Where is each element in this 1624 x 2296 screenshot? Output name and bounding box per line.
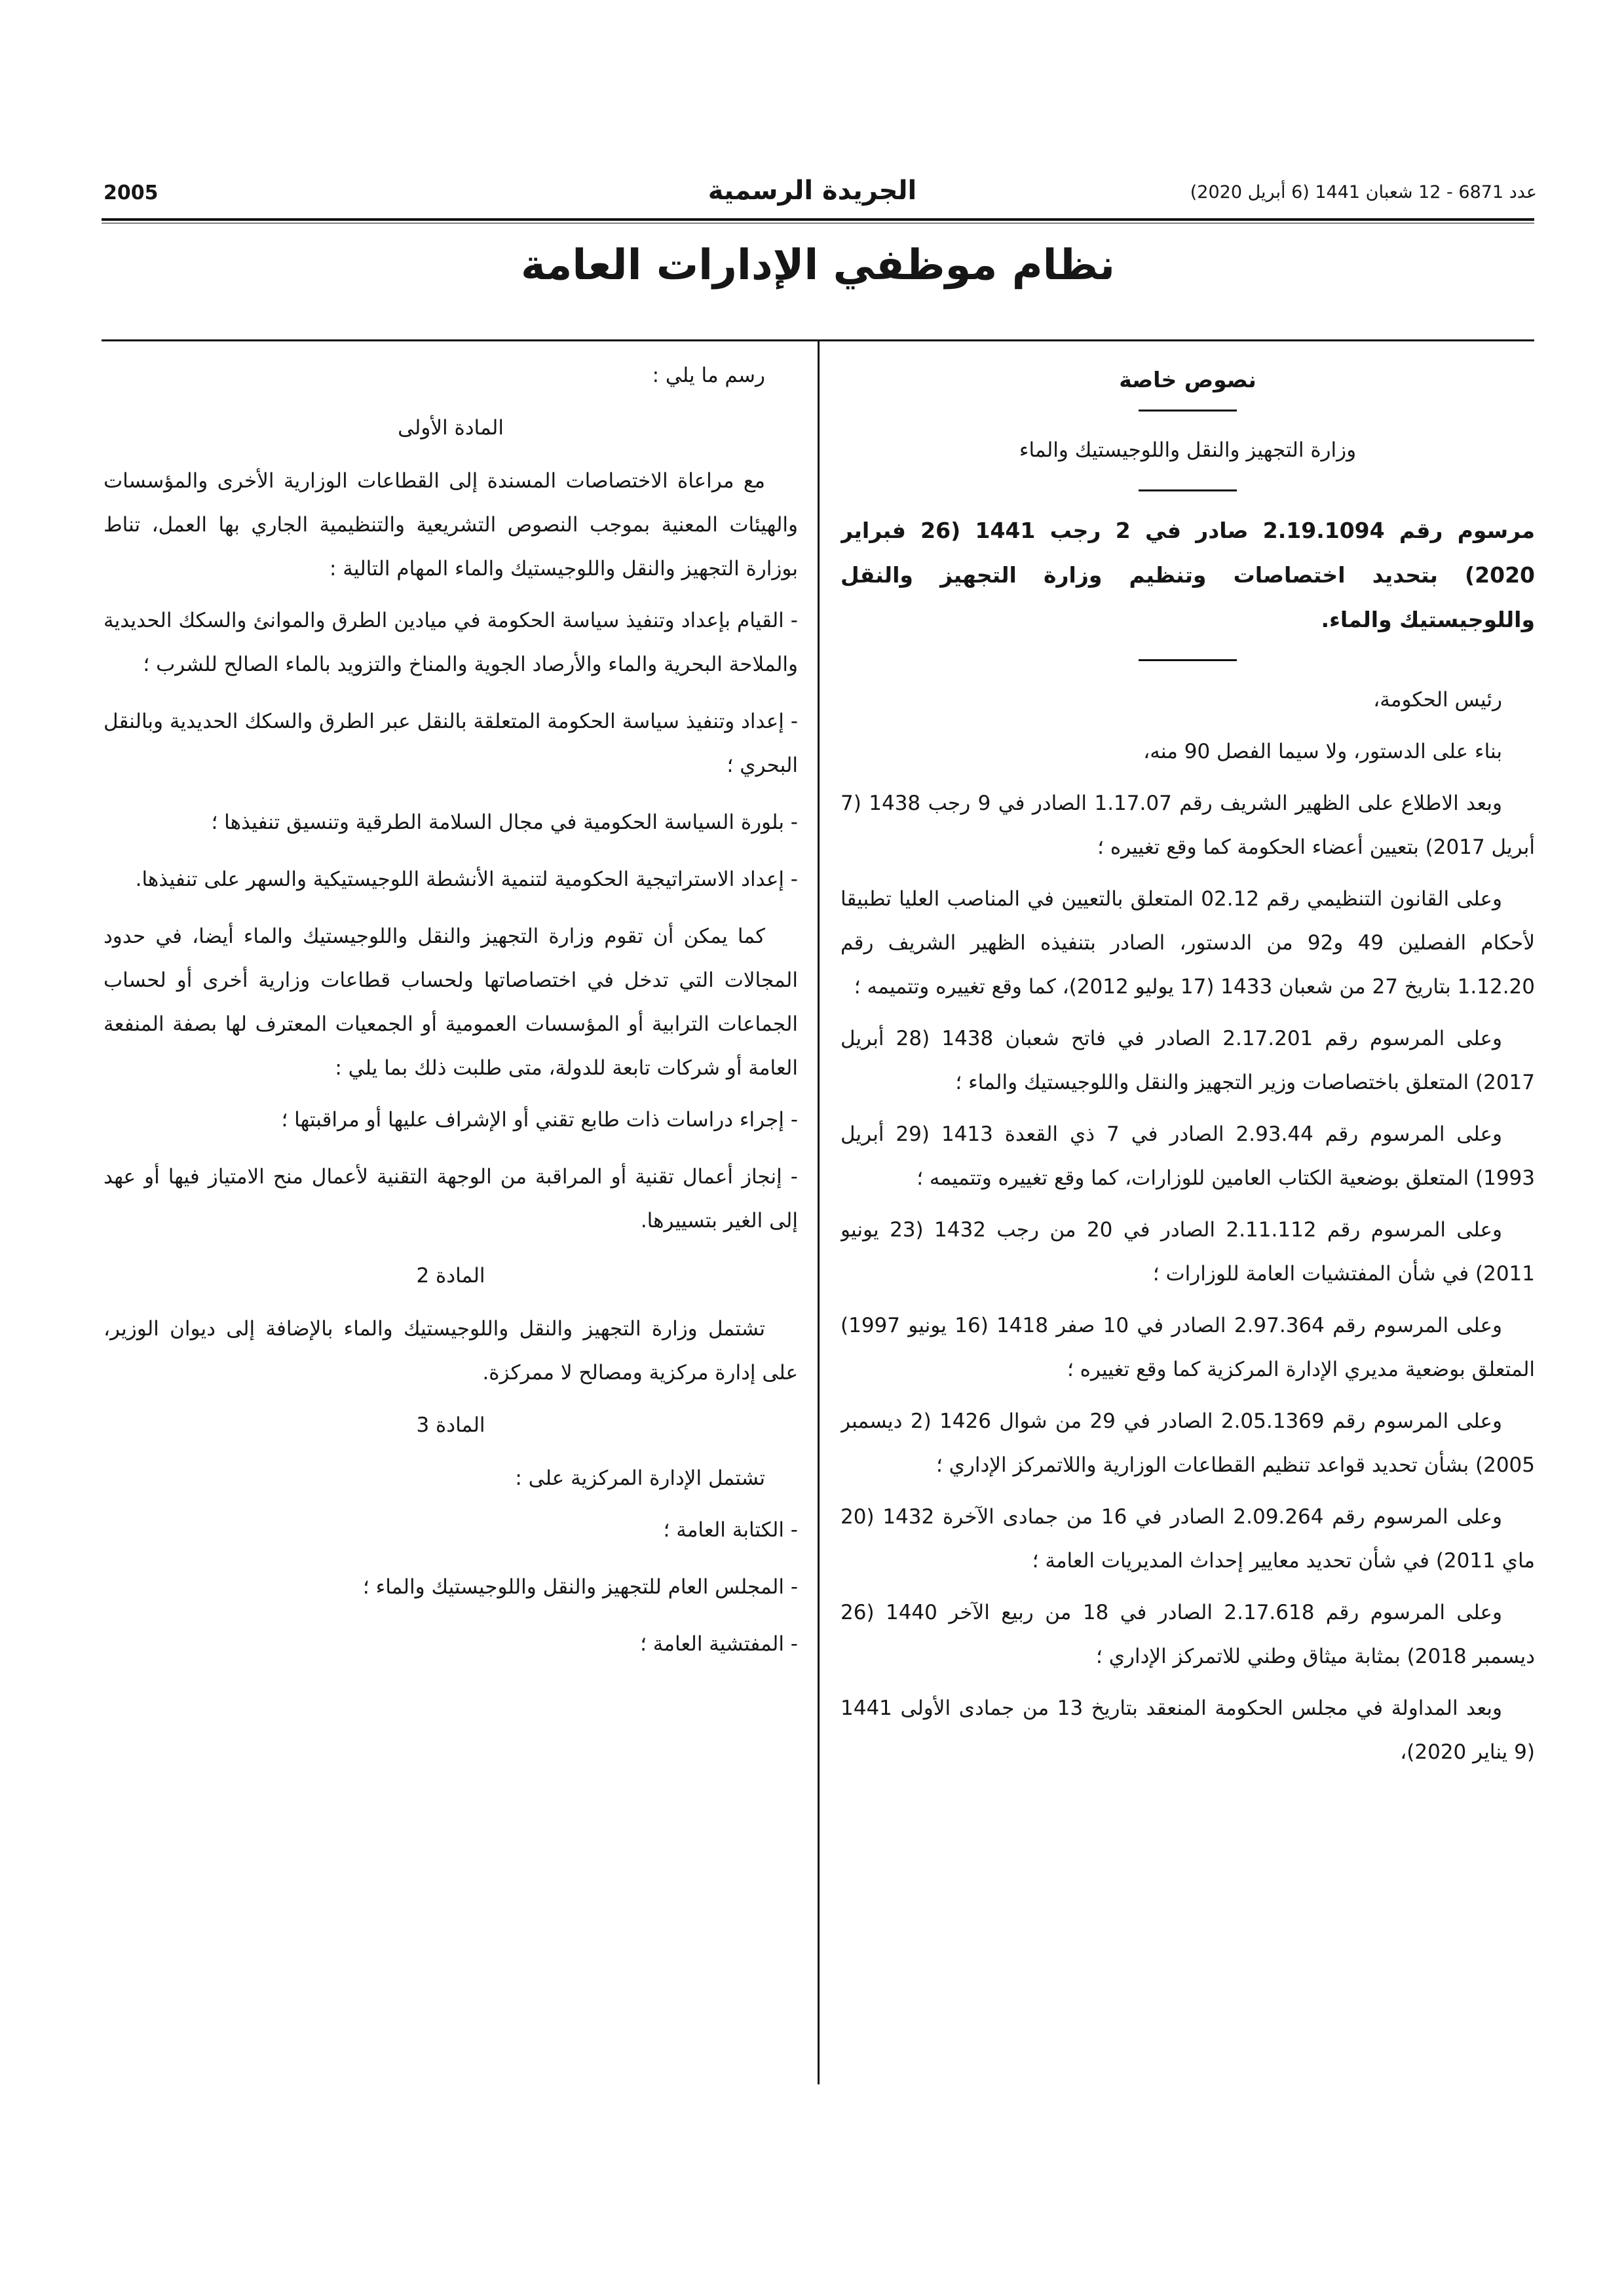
article-3-item: - المجلس العام للتجهيز والنقل واللوجيستيك والماء ؛: [362, 1575, 798, 1599]
separator: [1139, 489, 1237, 491]
legal-reference: وعلى المرسوم رقم 2.11.112 الصادر في 20 من رجب 1432 (23 يونيو 2011) في شأن المفتشيات العامة للوزارات ؛: [840, 1218, 1535, 1286]
issue-info: عدد 6871 - 12 شعبان 1441 (6 أبريل 2020): [1190, 182, 1537, 202]
separator: [1139, 659, 1237, 661]
article-1-item: - إعداد وتنفيذ سياسة الحكومة المتعلقة بالنقل عبر الطرق والسكك الحديدية وبالنقل البحري ؛: [104, 710, 798, 777]
separator: [1139, 410, 1237, 411]
legal-reference: وعلى القانون التنظيمي رقم 02.12 المتعلق بالتعيين في المناصب العليا تطبيقا لأحكام الفصلين 49 و92 من الدستور، الصادر بتنفيذه الظهير الشريف رقم 1.12.20 بتاريخ 27 من شعبان 1433 (17 يوليو 2012)، كما وقع تغييره وتتميمه ؛: [840, 887, 1535, 999]
article-2-title: المادة 2: [416, 1264, 485, 1288]
legal-reference: وعلى المرسوم رقم 2.93.44 الصادر في 7 ذي القعدة 1413 (29 أبريل 1993) المتعلق بوضعية الكتاب العامين للوزارات، كما وقع تغييره وتتميمه ؛: [840, 1122, 1535, 1190]
article-1-also: كما يمكن أن تقوم وزارة التجهيز والنقل واللوجيستيك والماء أيضا، في حدود المجالات التي تدخل في اختصاصاتها ولحساب قطاعات وزارية أخرى أو لحساب الجماعات الترابية أو المؤسسات العمومية أو الجمعيات المعترف لها بصفة المنفعة العامة أو شركات تابعة للدولة، متى طلبت ذلك بما يلي :: [104, 925, 798, 1080]
article-3-title: المادة 3: [416, 1413, 485, 1437]
legal-reference: وعلى المرسوم رقم 2.17.618 الصادر في 18 من ربيع الآخر 1440 (26 ديسمبر 2018) بمثابة ميثاق وطني للاتمركز الإداري ؛: [840, 1601, 1535, 1668]
head-of-government: رئيس الحكومة،: [1373, 688, 1502, 712]
article-2-text: تشتمل وزارة التجهيز والنقل واللوجيستيك والماء بالإضافة إلى ديوان الوزير، على إدارة مركزية ومصالح لا ممركزة.: [104, 1317, 798, 1385]
legal-reference: وبعد الاطلاع على الظهير الشريف رقم 1.17.07 الصادر في 9 رجب 1438 (7 أبريل 2017) بتعيين أعضاء الحكومة كما وقع تغييره ؛: [840, 792, 1535, 859]
ministry-name: وزارة التجهيز والنقل واللوجيستيك والماء: [1019, 438, 1357, 462]
legal-reference: وعلى المرسوم رقم 2.17.201 الصادر في فاتح شعبان 1438 (28 أبريل 2017) المتعلق باختصاصات وزير التجهيز والنقل واللوجيستيك والماء ؛: [840, 1027, 1535, 1094]
journal-title: الجريدة الرسمية: [708, 176, 917, 206]
page-number: 2005: [104, 182, 159, 204]
deliberation: وبعد المداولة في مجلس الحكومة المنعقد بتاريخ 13 من جمادى الأولى 1441 (9 يناير 2020)،: [840, 1696, 1535, 1764]
legal-reference: وعلى المرسوم رقم 2.09.264 الصادر في 16 من جمادى الآخرة 1432 (20 ماي 2011) في شأن تحديد معايير إحداث المديريات العامة ؛: [840, 1505, 1535, 1573]
left-column: [104, 354, 798, 2084]
article-1-also-item: - إجراء دراسات ذات طابع تقني أو الإشراف عليها أو مراقبتها ؛: [281, 1108, 798, 1132]
right-column: [840, 354, 1535, 2084]
decreed-statement: رسم ما يلي :: [652, 364, 765, 387]
article-1-intro: مع مراعاة الاختصاصات المسندة إلى القطاعات الوزارية الأخرى والمؤسسات والهيئات المعنية بموجب النصوص التشريعية والتنظيمية الجاري بها العمل، تناط بوزارة التجهيز والنقل واللوجيستيك والماء المهام التالية :: [104, 469, 798, 581]
article-1-item: - القيام بإعداد وتنفيذ سياسة الحكومة في ميادين الطرق والموانئ والسكك الحديدية والملاحة البحرية والماء والأرصاد الجوية والمناخ والتزويد بالماء الصالح للشرب ؛: [104, 609, 798, 676]
legal-reference: وعلى المرسوم رقم 2.05.1369 الصادر في 29 من شوال 1426 (2 ديسمبر 2005) بشأن تحديد قواعد تنظيم القطاعات الوزارية واللاتمركز الإداري ؛: [840, 1409, 1535, 1477]
article-3-item: - المفتشية العامة ؛: [640, 1632, 798, 1656]
section-heading: نصوص خاصة: [1119, 367, 1256, 392]
article-3-item: - الكتابة العامة ؛: [663, 1518, 798, 1542]
article-1-also-item: - إنجاز أعمال تقنية أو المراقبة من الوجهة التقنية لأعمال منح الامتياز فيها أو عهد إلى الغير بتسييرها.: [104, 1165, 798, 1233]
header-rule-thick: [102, 218, 1534, 221]
column-divider: [818, 341, 820, 2084]
article-1-title: المادة الأولى: [398, 416, 504, 440]
article-3-intro: تشتمل الإدارة المركزية على :: [515, 1466, 765, 1490]
article-1-item: - إعداد الاستراتيجية الحكومية لتنمية الأنشطة اللوجيستيكية والسهر على تنفيذها.: [135, 868, 798, 891]
legal-reference: وعلى المرسوم رقم 2.97.364 الصادر في 10 صفر 1418 (16 يونيو 1997) المتعلق بوضعية مديري الإدارة المركزية كما وقع تغييره ؛: [840, 1314, 1535, 1381]
article-1-item: - بلورة السياسة الحكومية في مجال السلامة الطرقية وتنسيق تنفيذها ؛: [211, 811, 798, 834]
decree-title: مرسوم رقم 2.19.1094 صادر في 2 رجب 1441 (26 فبراير 2020) بتحديد اختصاصات وتنظيم وزارة التجهيز والنقل واللوجيستيك والماء.: [840, 518, 1535, 632]
constitution-ref: بناء على الدستور، ولا سيما الفصل 90 منه،: [1143, 740, 1502, 763]
page-title: نظام موظفي الإدارات العامة: [520, 241, 1116, 290]
